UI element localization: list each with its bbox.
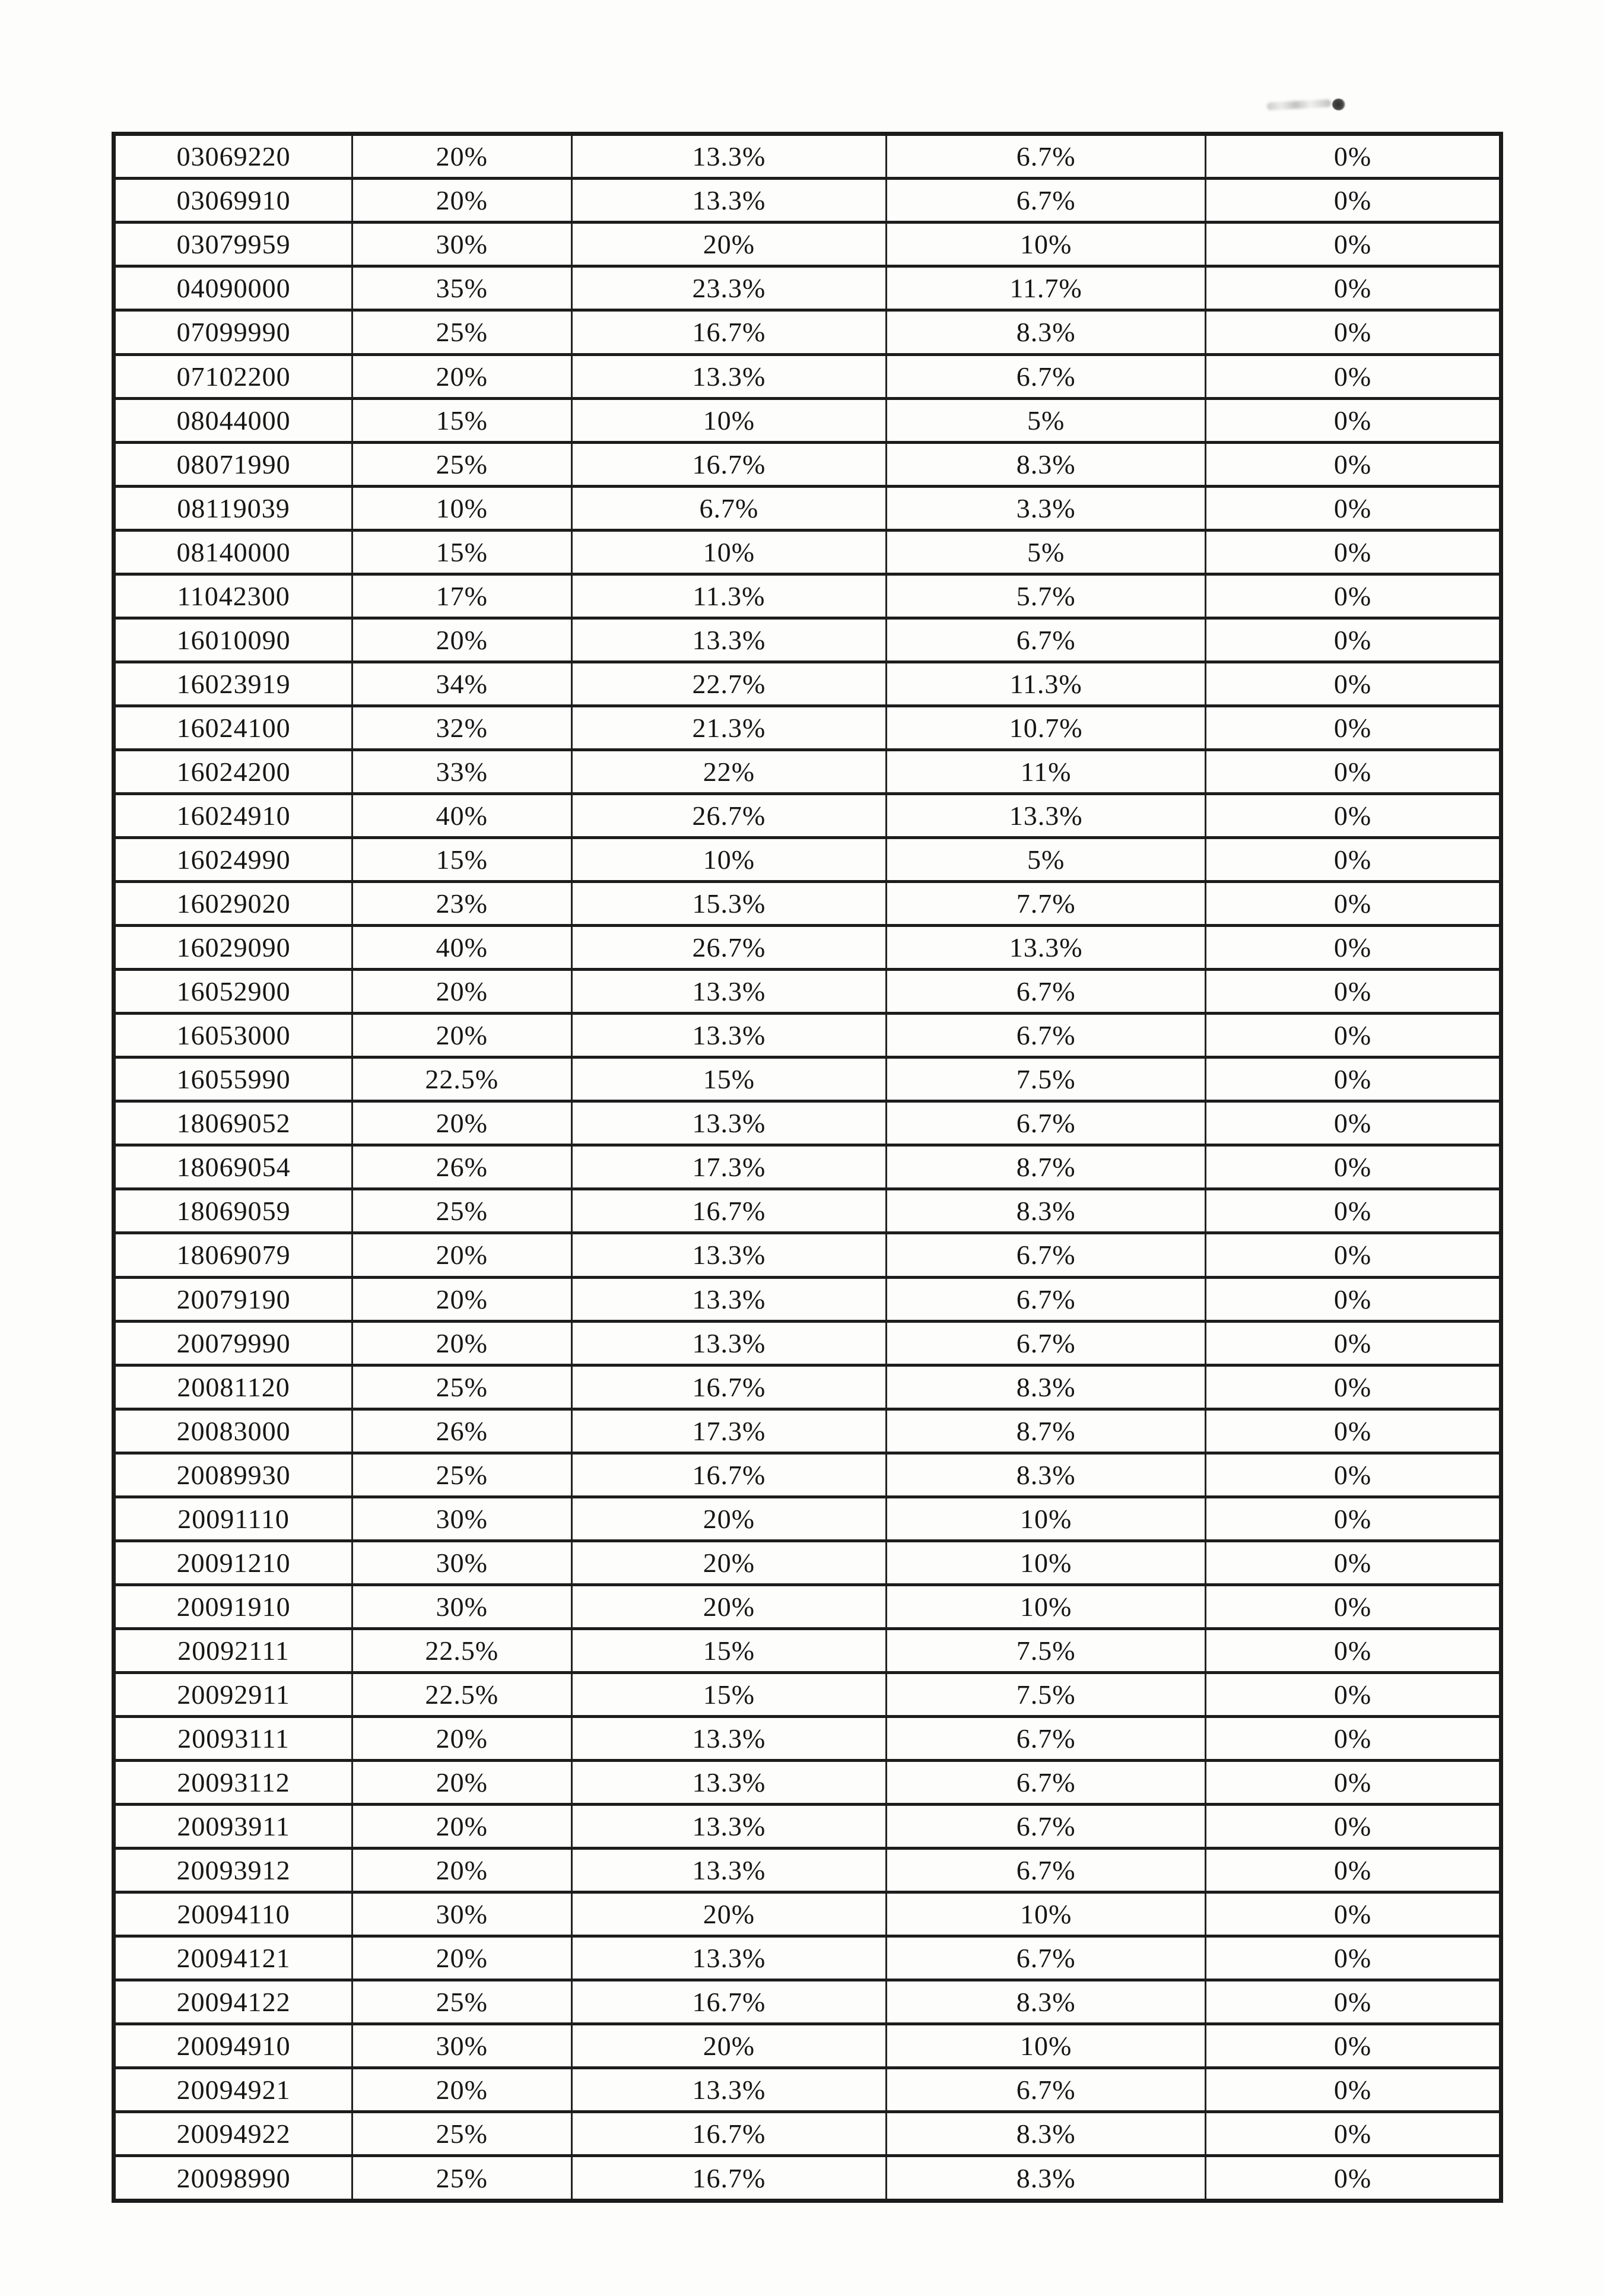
table-row — [114, 1189, 1501, 1233]
rate-cell: 11.7% — [887, 266, 1206, 310]
hs-code-cell: 18069054 — [114, 1145, 352, 1189]
hs-code-cell: 20094122 — [114, 1980, 352, 2024]
hs-code-cell: 20093912 — [114, 1849, 352, 1892]
rate-cell: 0% — [1205, 706, 1501, 750]
rate-cell: 0% — [1205, 1453, 1501, 1497]
table-row — [114, 1672, 1501, 1716]
table-row — [114, 1453, 1501, 1497]
rate-cell: 22.5% — [352, 1058, 571, 1101]
rate-cell: 13.3% — [887, 793, 1206, 837]
rate-cell: 0% — [1205, 2024, 1501, 2068]
rate-cell: 6.7% — [887, 2068, 1206, 2112]
rate-cell: 0% — [1205, 1101, 1501, 1145]
table-row — [114, 1014, 1501, 1058]
rate-cell: 0% — [1205, 354, 1501, 398]
rate-cell: 10% — [352, 486, 571, 530]
rate-cell: 0% — [1205, 574, 1501, 618]
table-row — [114, 1101, 1501, 1145]
hs-code-cell: 08119039 — [114, 486, 352, 530]
table-row — [114, 882, 1501, 926]
rate-cell: 7.5% — [887, 1628, 1206, 1672]
hs-code-cell: 08071990 — [114, 442, 352, 486]
hs-code-cell: 11042300 — [114, 574, 352, 618]
table-row — [114, 1497, 1501, 1541]
hs-code-cell: 20093111 — [114, 1716, 352, 1760]
hs-code-cell: 18069052 — [114, 1101, 352, 1145]
rate-cell: 20% — [352, 1233, 571, 1277]
rate-cell: 17% — [352, 574, 571, 618]
hs-code-cell: 03069910 — [114, 179, 352, 223]
rate-cell: 0% — [1205, 486, 1501, 530]
rate-cell: 25% — [352, 1189, 571, 1233]
rate-cell: 15% — [571, 1628, 887, 1672]
hs-code-cell: 20091210 — [114, 1541, 352, 1584]
rate-cell: 6.7% — [887, 354, 1206, 398]
ink-smudge-dot — [1332, 99, 1345, 110]
table-row — [114, 354, 1501, 398]
rate-cell: 20% — [352, 1761, 571, 1805]
rate-cell: 13.3% — [571, 618, 887, 662]
rate-cell: 22.5% — [352, 1672, 571, 1716]
rate-cell: 16.7% — [571, 310, 887, 354]
rate-cell: 20% — [352, 1936, 571, 1980]
rate-cell: 15% — [571, 1058, 887, 1101]
rate-cell: 10% — [571, 398, 887, 442]
rate-cell: 16.7% — [571, 2112, 887, 2156]
hs-code-cell: 08044000 — [114, 398, 352, 442]
rate-cell: 16.7% — [571, 2156, 887, 2201]
rate-cell: 6.7% — [887, 1014, 1206, 1058]
table-row — [114, 266, 1501, 310]
rate-cell: 20% — [352, 970, 571, 1014]
rate-cell: 25% — [352, 2112, 571, 2156]
rate-cell: 5.7% — [887, 574, 1206, 618]
rate-cell: 0% — [1205, 1628, 1501, 1672]
hs-code-cell: 20094921 — [114, 2068, 352, 2112]
rate-cell: 6.7% — [887, 1761, 1206, 1805]
rate-cell: 30% — [352, 1584, 571, 1628]
rate-cell: 0% — [1205, 970, 1501, 1014]
rate-cell: 11.3% — [571, 574, 887, 618]
rate-cell: 7.5% — [887, 1672, 1206, 1716]
rate-cell: 0% — [1205, 1058, 1501, 1101]
hs-code-cell: 16029020 — [114, 882, 352, 926]
hs-code-cell: 07099990 — [114, 310, 352, 354]
rate-cell: 10% — [887, 223, 1206, 266]
rate-cell: 34% — [352, 662, 571, 706]
rate-cell: 26.7% — [571, 793, 887, 837]
rate-cell: 15% — [352, 838, 571, 882]
hs-code-cell: 16010090 — [114, 618, 352, 662]
table-row — [114, 1365, 1501, 1409]
rate-cell: 13.3% — [571, 2068, 887, 2112]
rate-cell: 15% — [352, 398, 571, 442]
hs-code-cell: 20079990 — [114, 1321, 352, 1365]
rate-cell: 0% — [1205, 1365, 1501, 1409]
rate-cell: 13.3% — [571, 1805, 887, 1849]
rate-cell: 20% — [352, 1716, 571, 1760]
rate-cell: 13.3% — [571, 1277, 887, 1321]
rate-cell: 33% — [352, 750, 571, 793]
table-row — [114, 926, 1501, 970]
rate-cell: 3.3% — [887, 486, 1206, 530]
rate-cell: 6.7% — [887, 618, 1206, 662]
table-row — [114, 970, 1501, 1014]
rate-cell: 25% — [352, 442, 571, 486]
rate-cell: 26% — [352, 1409, 571, 1453]
rate-cell: 0% — [1205, 1805, 1501, 1849]
rate-cell: 40% — [352, 793, 571, 837]
rate-cell: 25% — [352, 2156, 571, 2201]
rate-cell: 0% — [1205, 2156, 1501, 2201]
rate-cell: 13.3% — [571, 1716, 887, 1760]
table-row — [114, 1936, 1501, 1980]
hs-code-cell: 20091110 — [114, 1497, 352, 1541]
rate-cell: 8.3% — [887, 1453, 1206, 1497]
rate-cell: 30% — [352, 1541, 571, 1584]
rate-cell: 0% — [1205, 134, 1501, 179]
hs-code-cell: 18069079 — [114, 1233, 352, 1277]
table-row — [114, 1805, 1501, 1849]
rate-cell: 16.7% — [571, 1980, 887, 2024]
rate-cell: 25% — [352, 1453, 571, 1497]
rate-cell: 6.7% — [887, 1805, 1206, 1849]
hs-code-cell: 20094910 — [114, 2024, 352, 2068]
ink-smudge — [1267, 94, 1356, 118]
rate-cell: 13.3% — [571, 134, 887, 179]
table-row — [114, 838, 1501, 882]
rate-cell: 20% — [571, 1584, 887, 1628]
rate-cell: 22.5% — [352, 1628, 571, 1672]
rate-cell: 0% — [1205, 442, 1501, 486]
rate-cell: 6.7% — [887, 1849, 1206, 1892]
rate-cell: 0% — [1205, 1321, 1501, 1365]
hs-code-cell: 20089930 — [114, 1453, 352, 1497]
table-row — [114, 1409, 1501, 1453]
rate-cell: 0% — [1205, 1277, 1501, 1321]
rate-cell: 0% — [1205, 1584, 1501, 1628]
rate-cell: 5% — [887, 530, 1206, 574]
rate-cell: 23.3% — [571, 266, 887, 310]
table-row — [114, 793, 1501, 837]
rate-cell: 10% — [571, 838, 887, 882]
rate-cell: 13.3% — [571, 1233, 887, 1277]
rate-cell: 20% — [352, 1849, 571, 1892]
rate-cell: 6.7% — [571, 486, 887, 530]
rate-cell: 17.3% — [571, 1145, 887, 1189]
rate-cell: 13.3% — [571, 970, 887, 1014]
rate-cell: 13.3% — [571, 1761, 887, 1805]
rate-cell: 0% — [1205, 750, 1501, 793]
hs-code-cell: 20094121 — [114, 1936, 352, 1980]
table-row — [114, 1321, 1501, 1365]
hs-code-cell: 20081120 — [114, 1365, 352, 1409]
table-row — [114, 2068, 1501, 2112]
table-row — [114, 1145, 1501, 1189]
rate-cell: 13.3% — [571, 179, 887, 223]
rate-cell: 0% — [1205, 398, 1501, 442]
rate-cell: 25% — [352, 310, 571, 354]
hs-code-cell: 20092911 — [114, 1672, 352, 1716]
hs-code-cell: 16024990 — [114, 838, 352, 882]
table-row — [114, 706, 1501, 750]
hs-code-cell: 20091910 — [114, 1584, 352, 1628]
rate-cell: 30% — [352, 1892, 571, 1936]
rate-cell: 22% — [571, 750, 887, 793]
rate-cell: 25% — [352, 1365, 571, 1409]
hs-code-cell: 08140000 — [114, 530, 352, 574]
rate-cell: 22.7% — [571, 662, 887, 706]
rate-cell: 13.3% — [571, 1014, 887, 1058]
rate-cell: 10% — [571, 530, 887, 574]
rate-cell: 0% — [1205, 530, 1501, 574]
rate-cell: 23% — [352, 882, 571, 926]
rate-cell: 0% — [1205, 1716, 1501, 1760]
rate-cell: 30% — [352, 2024, 571, 2068]
rate-cell: 16.7% — [571, 1189, 887, 1233]
rate-cell: 6.7% — [887, 1936, 1206, 1980]
rate-cell: 6.7% — [887, 1716, 1206, 1760]
table-row — [114, 1980, 1501, 2024]
rate-cell: 0% — [1205, 1672, 1501, 1716]
hs-code-cell: 20083000 — [114, 1409, 352, 1453]
rate-cell: 10% — [887, 2024, 1206, 2068]
rate-cell: 35% — [352, 266, 571, 310]
rate-cell: 0% — [1205, 1892, 1501, 1936]
rate-cell: 15% — [352, 530, 571, 574]
rate-cell: 20% — [571, 1892, 887, 1936]
rate-cell: 20% — [352, 618, 571, 662]
rate-cell: 15.3% — [571, 882, 887, 926]
table-row — [114, 134, 1501, 179]
table-row — [114, 223, 1501, 266]
table-row — [114, 1716, 1501, 1760]
rate-cell: 0% — [1205, 1233, 1501, 1277]
hs-code-cell: 16023919 — [114, 662, 352, 706]
rate-cell: 0% — [1205, 179, 1501, 223]
rate-cell: 20% — [352, 179, 571, 223]
hs-code-cell: 16029090 — [114, 926, 352, 970]
rate-cell: 20% — [352, 1805, 571, 1849]
hs-code-cell: 20093112 — [114, 1761, 352, 1805]
rate-cell: 11.3% — [887, 662, 1206, 706]
rate-cell: 13.3% — [571, 1849, 887, 1892]
rate-cell: 10.7% — [887, 706, 1206, 750]
tariff-rate-table — [112, 132, 1503, 2203]
hs-code-cell: 20079190 — [114, 1277, 352, 1321]
rate-cell: 6.7% — [887, 970, 1206, 1014]
hs-code-cell: 16024100 — [114, 706, 352, 750]
hs-code-cell: 20092111 — [114, 1628, 352, 1672]
rate-cell: 16.7% — [571, 442, 887, 486]
rate-cell: 20% — [352, 1101, 571, 1145]
rate-cell: 10% — [887, 1584, 1206, 1628]
hs-code-cell: 16024910 — [114, 793, 352, 837]
rate-cell: 0% — [1205, 223, 1501, 266]
rate-cell: 0% — [1205, 838, 1501, 882]
rate-cell: 15% — [571, 1672, 887, 1716]
rate-cell: 0% — [1205, 1145, 1501, 1189]
hs-code-cell: 03069220 — [176, 141, 291, 172]
hs-code-cell: 16053000 — [114, 1014, 352, 1058]
table-row — [114, 1628, 1501, 1672]
tariff-table-body — [114, 134, 1501, 2201]
table-row — [114, 1233, 1501, 1277]
hs-code-cell: 18069059 — [114, 1189, 352, 1233]
rate-cell: 0% — [1205, 1497, 1501, 1541]
rate-cell: 26% — [352, 1145, 571, 1189]
rate-cell: 0% — [1205, 1189, 1501, 1233]
rate-cell: 5% — [887, 838, 1206, 882]
rate-cell: 5% — [887, 398, 1206, 442]
rate-cell: 32% — [352, 706, 571, 750]
hs-code-cell: 20094922 — [114, 2112, 352, 2156]
rate-cell: 20% — [352, 1014, 571, 1058]
rate-cell: 8.3% — [887, 2156, 1206, 2201]
rate-cell: 10% — [887, 1892, 1206, 1936]
rate-cell: 11% — [887, 750, 1206, 793]
hs-code-cell: 16055990 — [114, 1058, 352, 1101]
rate-cell: 0% — [1205, 1980, 1501, 2024]
table-row — [114, 1584, 1501, 1628]
table-row — [114, 398, 1501, 442]
rate-cell: 8.7% — [887, 1145, 1206, 1189]
rate-cell: 8.3% — [887, 2112, 1206, 2156]
rate-cell: 6.7% — [887, 1277, 1206, 1321]
rate-cell: 13.3% — [571, 1321, 887, 1365]
rate-cell: 8.3% — [887, 1189, 1206, 1233]
hs-code-cell: 20093911 — [114, 1805, 352, 1849]
rate-cell: 20% — [352, 134, 571, 179]
table-row — [114, 618, 1501, 662]
table-row — [114, 2112, 1501, 2156]
table-row — [114, 1541, 1501, 1584]
table-row — [114, 1761, 1501, 1805]
rate-cell: 20% — [571, 1497, 887, 1541]
rate-cell: 0% — [1205, 926, 1501, 970]
table-row — [114, 1277, 1501, 1321]
rate-cell: 10% — [887, 1497, 1206, 1541]
table-row — [114, 2024, 1501, 2068]
hs-code-cell: 20094110 — [114, 1892, 352, 1936]
rate-cell: 20% — [352, 1277, 571, 1321]
table-row — [114, 750, 1501, 793]
rate-cell: 6.7% — [887, 1101, 1206, 1145]
rate-cell: 25% — [352, 1980, 571, 2024]
rate-cell: 8.3% — [887, 1980, 1206, 2024]
rate-cell: 7.5% — [887, 1058, 1206, 1101]
rate-cell: 0% — [1205, 310, 1501, 354]
table-row — [114, 2156, 1501, 2201]
rate-cell: 0% — [1205, 882, 1501, 926]
rate-cell: 8.7% — [887, 1409, 1206, 1453]
rate-cell: 30% — [352, 1497, 571, 1541]
hs-code-cell: 16024200 — [114, 750, 352, 793]
rate-cell: 20% — [571, 1541, 887, 1584]
hs-code-cell: 07102200 — [114, 354, 352, 398]
rate-cell: 0% — [1205, 1936, 1501, 1980]
rate-cell: 6.7% — [887, 1321, 1206, 1365]
hs-code-cell: 20098990 — [114, 2156, 352, 2201]
table-row — [114, 574, 1501, 618]
rate-cell: 20% — [571, 2024, 887, 2068]
rate-cell: 20% — [352, 2068, 571, 2112]
rate-cell: 0% — [1205, 793, 1501, 837]
rate-cell: 10% — [887, 1541, 1206, 1584]
rate-cell: 16.7% — [571, 1453, 887, 1497]
rate-cell: 0% — [1205, 266, 1501, 310]
table-row — [114, 1058, 1501, 1101]
hs-code-cell: 16052900 — [114, 970, 352, 1014]
rate-cell: 8.3% — [887, 442, 1206, 486]
table-row — [114, 179, 1501, 223]
table-row — [114, 310, 1501, 354]
rate-cell: 20% — [352, 354, 571, 398]
rate-cell: 30% — [352, 223, 571, 266]
rate-cell: 0% — [1205, 662, 1501, 706]
rate-cell: 13.3% — [571, 354, 887, 398]
rate-cell: 6.7% — [887, 134, 1206, 179]
hs-code-cell: 04090000 — [114, 266, 352, 310]
rate-cell: 16.7% — [571, 1365, 887, 1409]
rate-cell: 0% — [1205, 1014, 1501, 1058]
rate-cell: 13.3% — [571, 1101, 887, 1145]
table-row — [114, 442, 1501, 486]
rate-cell: 0% — [1205, 2068, 1501, 2112]
rate-cell: 0% — [1205, 1761, 1501, 1805]
rate-cell: 7.7% — [887, 882, 1206, 926]
rate-cell: 0% — [1205, 618, 1501, 662]
table-row — [114, 662, 1501, 706]
rate-cell: 13.3% — [887, 926, 1206, 970]
table-row — [114, 1892, 1501, 1936]
rate-cell: 0% — [1205, 1541, 1501, 1584]
rate-cell: 26.7% — [571, 926, 887, 970]
table-row — [114, 1849, 1501, 1892]
rate-cell: 0% — [1205, 1409, 1501, 1453]
hs-code-cell: 03079959 — [114, 223, 352, 266]
rate-cell: 8.3% — [887, 1365, 1206, 1409]
table-row — [114, 530, 1501, 574]
rate-cell: 6.7% — [887, 1233, 1206, 1277]
rate-cell: 21.3% — [571, 706, 887, 750]
rate-cell: 0% — [1205, 1849, 1501, 1892]
rate-cell: 13.3% — [571, 1936, 887, 1980]
rate-cell: 40% — [352, 926, 571, 970]
rate-cell: 20% — [571, 223, 887, 266]
rate-cell: 17.3% — [571, 1409, 887, 1453]
table-row — [114, 486, 1501, 530]
rate-cell: 8.3% — [887, 310, 1206, 354]
rate-cell: 0% — [1205, 2112, 1501, 2156]
rate-cell: 6.7% — [887, 179, 1206, 223]
ink-smudge-streak — [1267, 99, 1332, 110]
rate-cell: 20% — [352, 1321, 571, 1365]
